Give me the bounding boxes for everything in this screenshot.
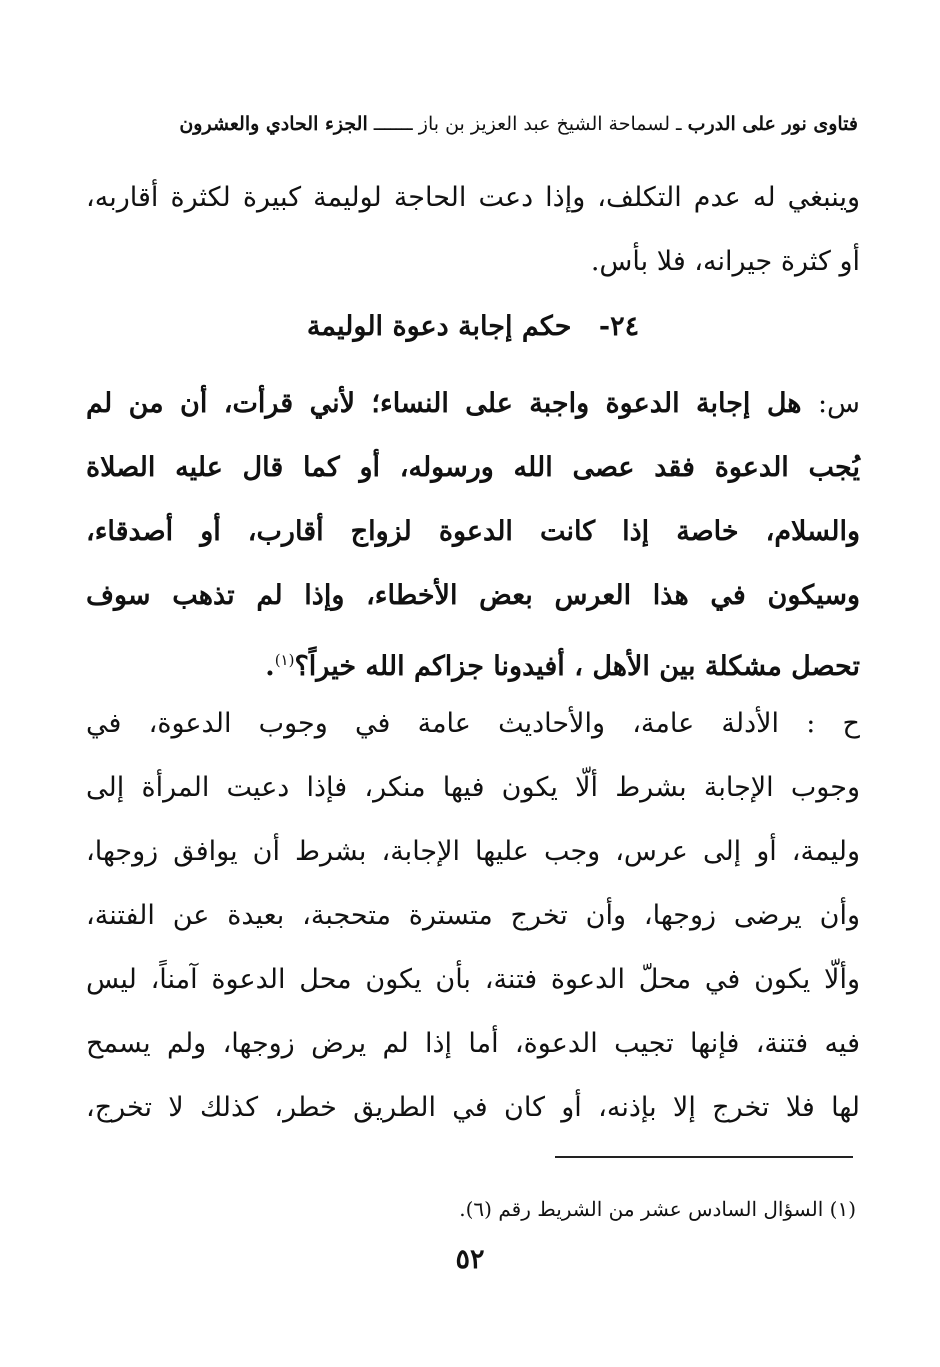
question-end-mark: . [265,651,275,682]
question-line [86,372,860,436]
intro-line: أو كثرة جيرانه، فلا بأس. [590,246,860,277]
question-line: وسيكون في هذا العرس بعض الأخطاء، وإذا لم تذهب سوف [86,580,860,611]
answer-line: ح : الأدلة عامة، والأحاديث عامة في وجوب الدعوة، في [86,708,860,739]
intro-line: وينبغي له عدم التكلف، وإذا دعت الحاجة لوليمة كبيرة لكثرة أقاربه، [86,182,860,213]
answer-line: فيه فتنة، فإنها تجيب الدعوة، أما إذا لم يرض زوجها، ولم يسمح [86,1028,860,1059]
running-header [88,106,858,142]
question-paragraph [86,372,860,699]
header-book-title: فتاوى نور على الدرب [687,113,858,135]
question-line-text: تحصل مشكلة بين الأهل ، أفيدونا جزاكم الله خيراً؟ [294,651,860,682]
answer-line: وليمة، أو إلى عرس، وجب عليها الإجابة، بشرط أن يوافق زوجها، [86,836,860,867]
header-author: ـ لسماحة الشيخ عبد العزيز بن باز [418,113,682,135]
answer-line: وأن يرضى زوجها، وأن تخرج متسترة متحجبة، بعيدة عن الفتنة، [86,900,860,931]
question-line [86,628,860,699]
answer-line: وألّا يكون في محلّ الدعوة فتنة، بأن يكون محل الدعوة آمناً، ليس [86,964,860,995]
question-line: والسلام، خاصة إذا كانت الدعوة لزواج أقارب، أو أصدقاء، [86,516,860,547]
question-label: س: [817,388,860,419]
section-title: حكم إجابة دعوة الوليمة [306,311,572,342]
section-heading [86,302,860,352]
header-volume: الجزء الحادي والعشرون [179,113,368,135]
question-line: يُجب الدعوة فقد عصى الله ورسوله، أو كما قال عليه الصلاة [86,452,860,483]
intro-paragraph [86,166,860,294]
answer-line: لها فلا تخرج إلا بإذنه، أو كان في الطريق خطر، كذلك لا تخرج، [86,1092,860,1123]
footnote-reference[interactable]: (١) [274,651,295,669]
header-separator: ـــــــ [373,113,413,135]
page-number: ٥٢ [455,1244,485,1275]
answer-paragraph [86,692,860,1140]
answer-line: وجوب الإجابة بشرط ألّا يكون فيها منكر، فإذا دعيت المرأة إلى [86,772,860,803]
question-line-text: هل إجابة الدعوة واجبة على النساء؛ لأني قرأت، أن من لم [86,388,802,419]
footnote-divider [555,1156,853,1158]
footnote: (١) السؤال السادس عشر من الشريط رقم (٦). [459,1197,856,1221]
section-number: ٢٤- [598,311,640,342]
